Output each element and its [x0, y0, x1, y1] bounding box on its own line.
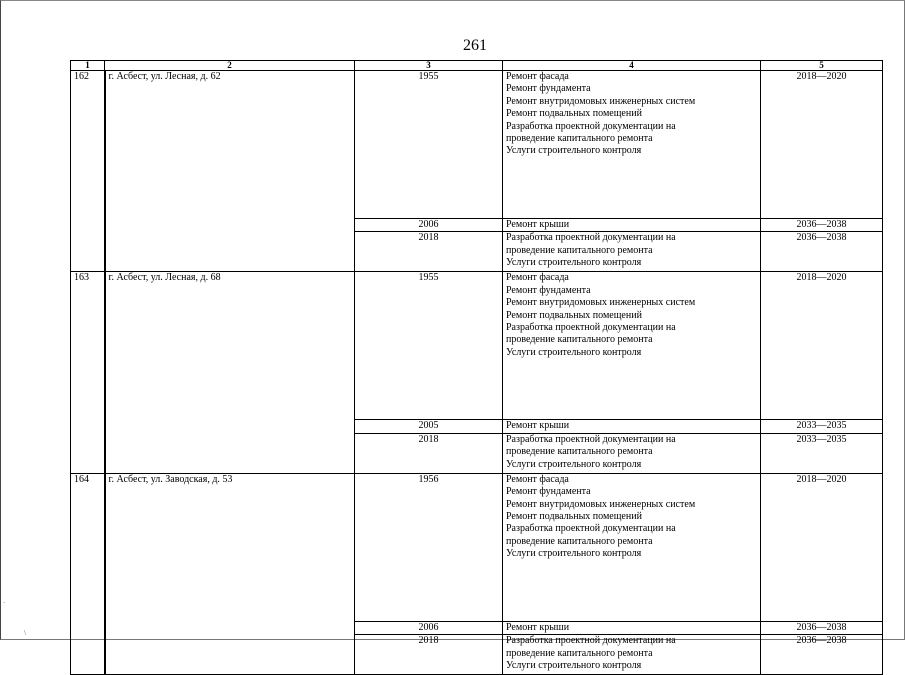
building-address: г. Асбест, ул. Заводская, д. 53	[105, 473, 355, 674]
header-col-1: 1	[71, 61, 105, 71]
work-item: Разработка проектной документации на	[506, 523, 676, 535]
works-cell	[503, 71, 761, 219]
work-item: проведение капитального ремонта	[506, 535, 653, 547]
work-item: проведение капитального ремонта	[506, 446, 653, 458]
work-item: проведение капитального ремонта	[506, 334, 653, 346]
period-cell: 2018—2020	[761, 473, 883, 621]
building-address: г. Асбест, ул. Лесная, д. 62	[105, 71, 355, 272]
building-address: г. Асбест, ул. Лесная, д. 68	[105, 272, 355, 473]
table-row	[71, 71, 883, 219]
work-item: Ремонт внутридомовых инженерных систем	[506, 95, 696, 107]
work-item: Ремонт подвальных помещений	[506, 511, 642, 523]
year-cell: 2005	[355, 420, 503, 433]
building-number: 162	[71, 71, 105, 272]
year-cell: 2018	[355, 635, 503, 675]
work-item: Ремонт фундамента	[506, 83, 591, 95]
work-item: Ремонт крыши	[506, 621, 570, 633]
works-cell	[503, 232, 761, 272]
scan-speck: \	[24, 629, 26, 637]
work-item: Ремонт фасада	[506, 272, 569, 284]
table-row	[71, 473, 883, 621]
period-cell: 2036—2038	[761, 635, 883, 675]
work-item: Ремонт фундамента	[506, 486, 591, 498]
work-item: Ремонт крыши	[506, 420, 570, 432]
works-cell	[503, 621, 761, 634]
year-cell: 2018	[355, 433, 503, 473]
works-cell	[503, 635, 761, 675]
work-item: Услуги строительного контроля	[506, 660, 642, 672]
works-cell	[503, 420, 761, 433]
year-cell: 2006	[355, 621, 503, 634]
year-cell: 1955	[355, 71, 503, 219]
work-item: Ремонт крыши	[506, 219, 570, 230]
page-number: 261	[463, 37, 487, 54]
header-col-5: 5	[761, 61, 883, 71]
header-row	[71, 61, 883, 71]
year-cell: 1956	[355, 473, 503, 621]
work-item: проведение капитального ремонта	[506, 244, 653, 256]
work-item: Ремонт внутридомовых инженерных систем	[506, 297, 696, 309]
work-item: проведение капитального ремонта	[506, 133, 653, 145]
work-item: Услуги строительного контроля	[506, 548, 642, 560]
building-number: 163	[71, 272, 105, 473]
work-item: Разработка проектной документации на	[506, 433, 676, 445]
work-item: Разработка проектной документации на	[506, 232, 676, 244]
work-item: Разработка проектной документации на	[506, 635, 676, 647]
work-item: Ремонт подвальных помещений	[506, 309, 642, 321]
header-col-3: 3	[355, 61, 503, 71]
work-item: Ремонт подвальных помещений	[506, 108, 642, 120]
header-col-2: 2	[105, 61, 355, 71]
work-item: Ремонт фасада	[506, 473, 569, 485]
period-cell: 2033—2035	[761, 420, 883, 433]
work-item: Ремонт фасада	[506, 71, 569, 82]
work-item: Услуги строительного контроля	[506, 145, 642, 157]
works-cell	[503, 272, 761, 420]
work-item: проведение капитального ремонта	[506, 647, 653, 659]
header-col-4: 4	[503, 61, 761, 71]
work-item: Услуги строительного контроля	[506, 458, 642, 470]
period-cell: 2018—2020	[761, 71, 883, 219]
works-cell	[503, 473, 761, 621]
scan-speck: ·	[3, 599, 6, 607]
period-cell: 2036—2038	[761, 219, 883, 232]
works-cell	[503, 219, 761, 232]
year-cell: 2018	[355, 232, 503, 272]
period-cell: 2036—2038	[761, 232, 883, 272]
period-cell: 2036—2038	[761, 621, 883, 634]
works-cell	[503, 433, 761, 473]
repair-schedule-table	[70, 60, 883, 675]
building-number: 164	[71, 473, 105, 674]
work-item: Услуги строительного контроля	[506, 346, 642, 358]
period-cell: 2018—2020	[761, 272, 883, 420]
table-row	[71, 272, 883, 420]
work-item: Ремонт фундамента	[506, 284, 591, 296]
year-cell: 2006	[355, 219, 503, 232]
work-item: Разработка проектной документации на	[506, 322, 676, 334]
work-item: Ремонт внутридомовых инженерных систем	[506, 498, 696, 510]
year-cell: 1955	[355, 272, 503, 420]
period-cell: 2033—2035	[761, 433, 883, 473]
work-item: Услуги строительного контроля	[506, 257, 642, 269]
work-item: Разработка проектной документации на	[506, 120, 676, 132]
table-body	[71, 71, 883, 675]
